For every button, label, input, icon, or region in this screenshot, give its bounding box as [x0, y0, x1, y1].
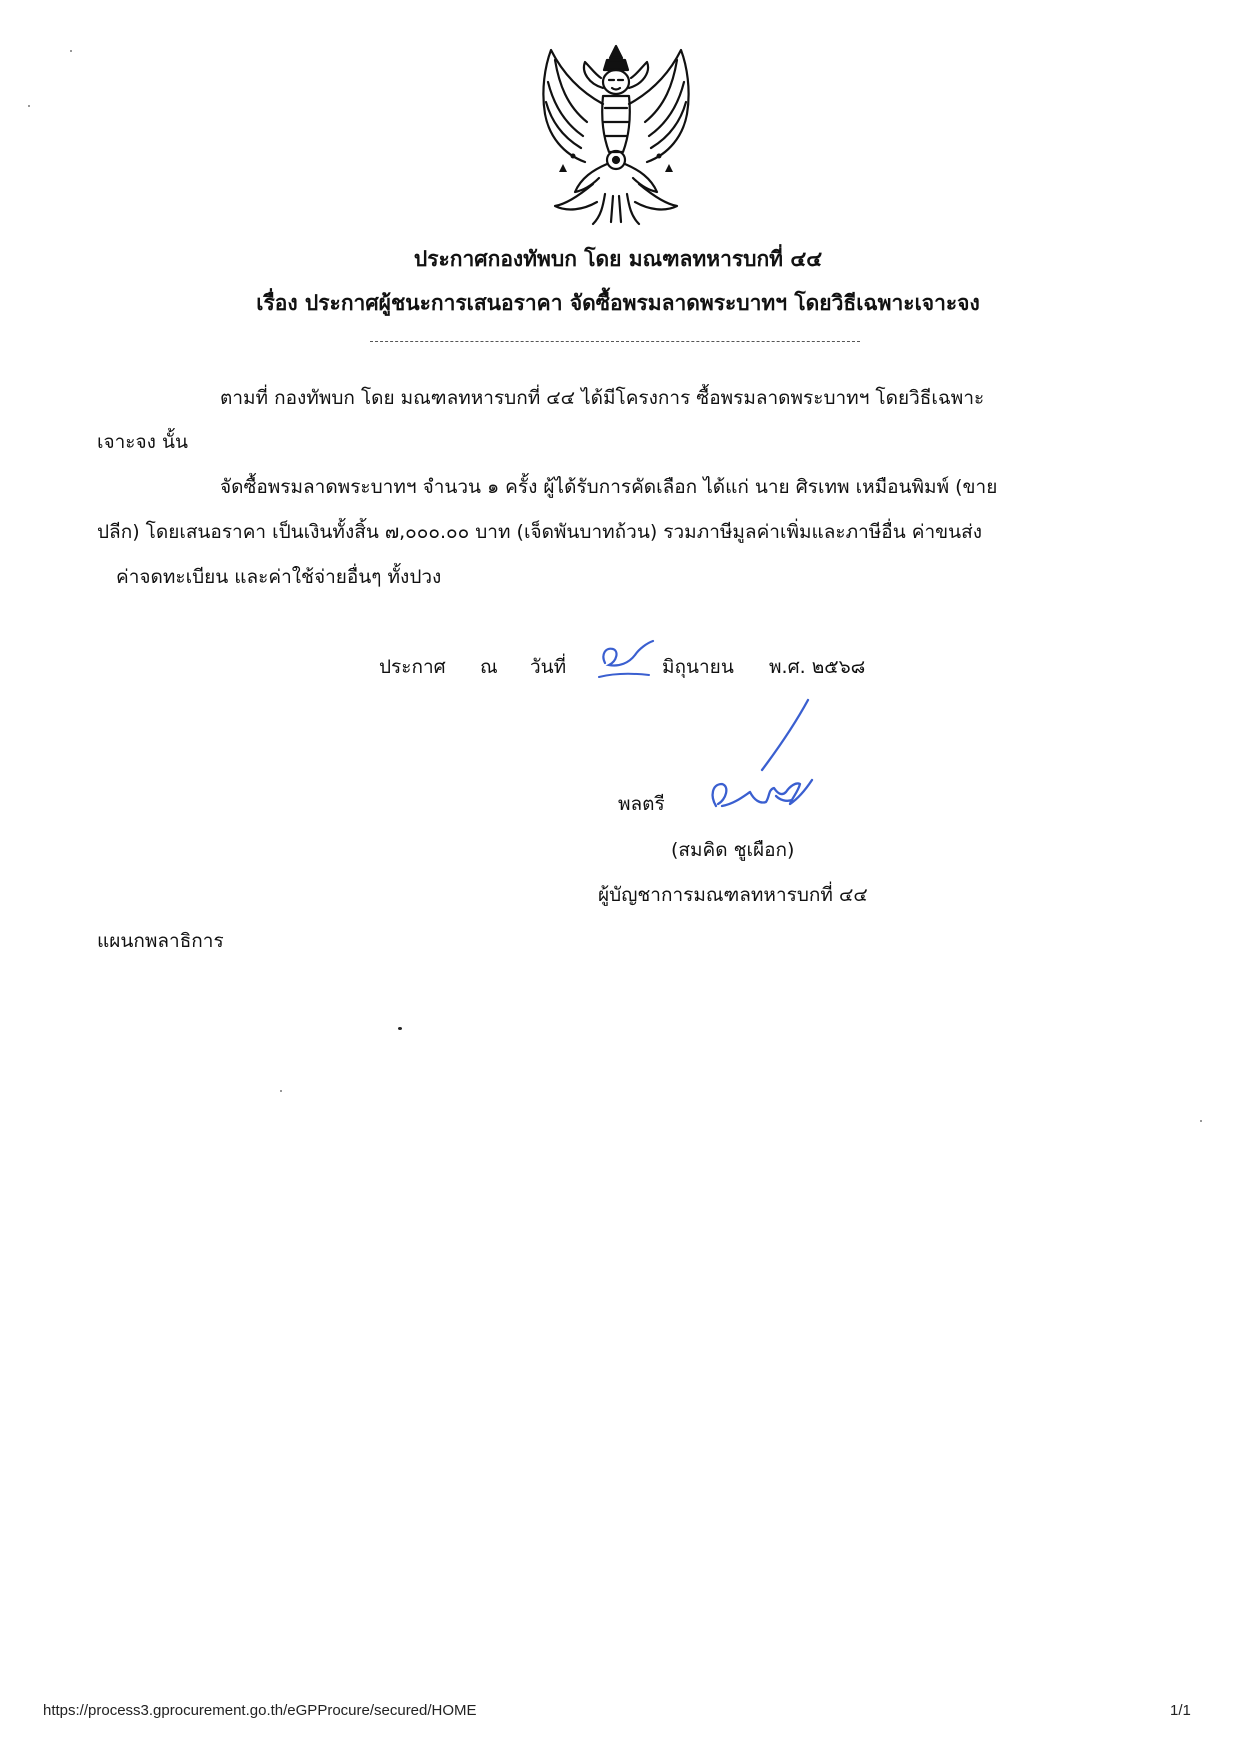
announce-label: ประกาศ [379, 656, 446, 678]
scan-speck [28, 105, 30, 107]
announcement-title: ประกาศกองทัพบก โดย มณฑลทหารบกที่ ๔๔ [413, 247, 823, 271]
garuda-emblem-icon [533, 44, 699, 226]
signer-position: ผู้บัญชาการมณฑลทหารบกที่ ๔๔ [598, 884, 868, 906]
department-label: แผนกพลาธิการ [97, 930, 224, 952]
signer-name: (สมคิด ชูเผือก) [671, 839, 795, 861]
paragraph-2-line-2: ปลีก) โดยเสนอราคา เป็นเงินทั้งสิ้น ๗,๐๐๐.๐๐ บาท (เจ็ดพันบาทถ้วน) รวมภาษีมูลค่าเพิ่มและภาษีอื่น ค่าขนส่ง [97, 521, 982, 543]
title-divider [370, 341, 860, 342]
paragraph-1-line-2: เจาะจง นั้น [97, 431, 188, 453]
day-label: วันที่ [530, 656, 567, 678]
footer-url: https://process3.gprocurement.go.th/eGPProcure/secured/HOME [43, 1702, 477, 1719]
footer-page-number: 1/1 [1170, 1702, 1191, 1719]
scan-speck [1200, 1120, 1202, 1122]
signer-rank: พลตรี [618, 793, 665, 815]
scan-speck [280, 1090, 282, 1092]
scan-speck [70, 50, 72, 52]
month-label: มิถุนายน [662, 656, 734, 678]
year-label: พ.ศ. ๒๕๖๘ [769, 656, 866, 678]
paragraph-2-line-3: ค่าจดทะเบียน และค่าใช้จ่ายอื่นๆ ทั้งปวง [116, 566, 442, 588]
paragraph-2-line-1: จัดซื้อพรมลาดพระบาทฯ จำนวน ๑ ครั้ง ผู้ได้รับการคัดเลือก ได้แก่ นาย ศิรเทพ เหมือนพิมพ์ (ขาย [220, 476, 998, 498]
handwritten-day-icon [595, 633, 655, 681]
paragraph-1-line-1: ตามที่ กองทัพบก โดย มณฑลทหารบกที่ ๔๔ ได้มีโครงการ ซื้อพรมลาดพระบาทฯ โดยวิธีเฉพาะ [220, 387, 985, 409]
handwritten-signature-icon [700, 696, 820, 814]
day-value [608, 700, 609, 701]
announcement-subject: เรื่อง ประกาศผู้ชนะการเสนอราคา จัดซื้อพรมลาดพระบาทฯ โดยวิธีเฉพาะเจาะจง [256, 291, 980, 315]
scan-speck [398, 1027, 402, 1030]
at-label: ณ [480, 656, 498, 678]
